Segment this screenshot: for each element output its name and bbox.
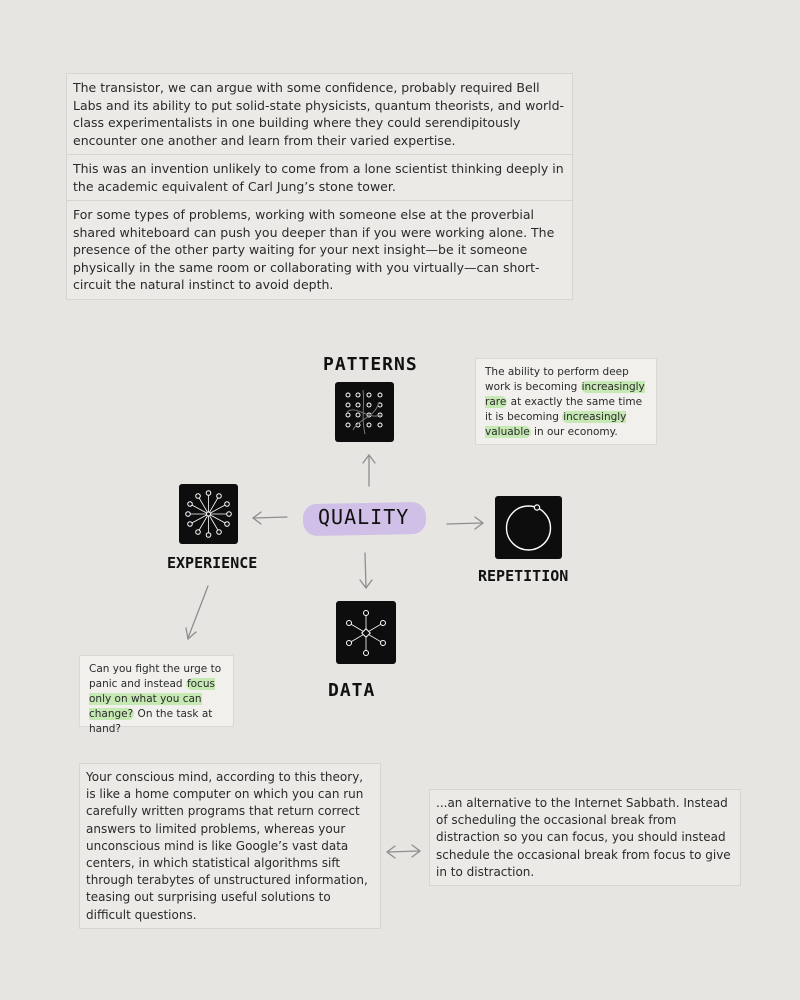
arrow-to-experience (253, 512, 287, 524)
deep-work-text-2: at exactly the same time it is becoming (485, 396, 643, 423)
arrow-to-patterns (363, 455, 375, 486)
quote-stone-tower: This was an invention unlikely to come from a lone scientist thinking deeply in the academic equivalent of Carl Jung’s stone tower. (67, 154, 572, 200)
highlight-increasingly-rare: increasingly rare (485, 381, 645, 408)
unconscious-mind-quote: Your conscious mind, according to this theory, is like a home computer on which you can run carefully written programs that return correct answers to limited problems, whereas your unconscious mind is like Google’s vast data centers, in which statistical algorithms sift through terabytes of unstructured information, teasing out surprising useful solutions to difficult questions. (86, 770, 368, 922)
panic-text-1: Can you fight the urge to panic and instead (89, 663, 222, 690)
quote-bell-labs: The transistor, we can argue with some confidence, probably required Bell Labs and its ability to put solid-state physicists, quantum theorists, and world-class experimentalists in one building where they could serendipitously encounter one another and learn from their varied expertise. (73, 80, 565, 148)
deep-work-text-3: in our economy. (530, 426, 618, 438)
highlight-increasingly-valuable: increasingly valuable (485, 411, 627, 438)
double-arrow (387, 845, 420, 858)
data-icon (336, 601, 396, 664)
panic-note (79, 655, 234, 735)
internet-sabbath-quote-card (429, 789, 741, 886)
arrow-to-repetition (447, 517, 483, 529)
quality-label: QUALITY (318, 505, 410, 529)
experience-label: EXPERIENCE (167, 554, 258, 572)
internet-sabbath-quote: ...an alternative to the Internet Sabbath. Instead of scheduling the occasional break from distraction so you can focus, you should instead schedule the occasional break from focus to give in to distraction. (436, 796, 731, 879)
deep-work-text-1: The ability to perform deep work is becoming (485, 366, 629, 393)
unconscious-mind-quote-card (79, 763, 381, 929)
repetition-icon (495, 496, 562, 559)
experience-icon (179, 484, 238, 544)
deep-work-note (475, 358, 657, 445)
quote-shared-whiteboard: For some types of problems, working with someone else at the proverbial shared whiteboard can push you deeper than if you were working alone. The presence of the other party waiting for your next insight—be it someone physically in the same room or collaborating with you virtually—can short-circuit the natural instinct to avoid depth. (67, 200, 572, 299)
arrow-to-data (360, 553, 372, 588)
highlight-focus-only: focus only on what you can change? (89, 678, 215, 720)
panic-text-2: On the task at hand? (89, 708, 213, 735)
patterns-icon (335, 382, 394, 442)
data-label: DATA (328, 680, 376, 701)
repetition-label: REPETITION (478, 567, 569, 585)
arrow-to-panic-note (186, 586, 208, 639)
patterns-label: PATTERNS (323, 354, 418, 375)
